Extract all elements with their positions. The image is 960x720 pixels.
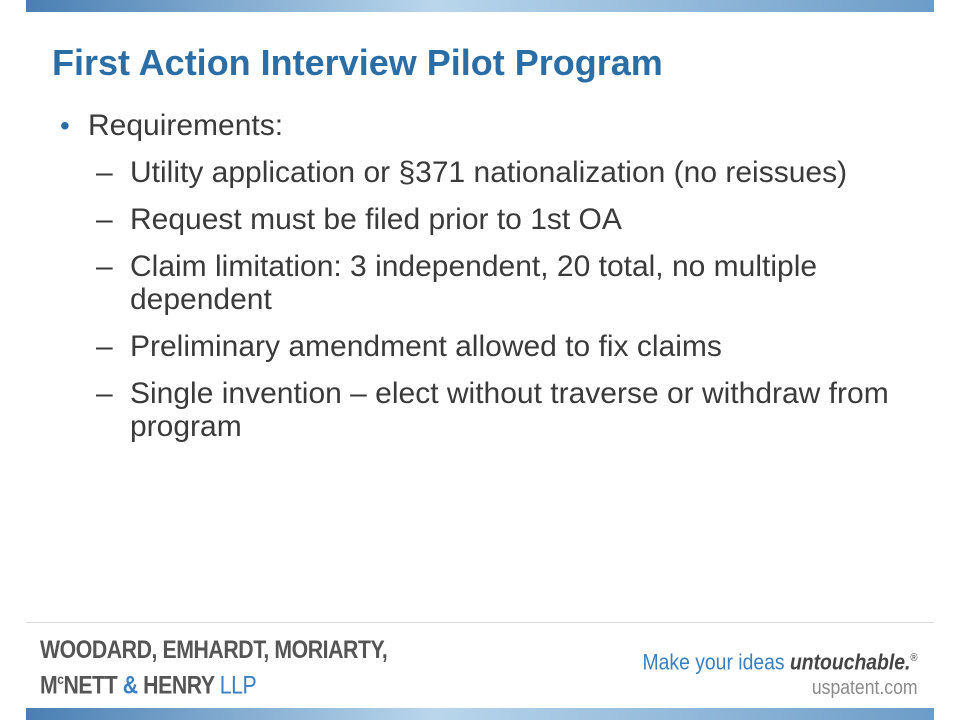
slide-content	[52, 106, 912, 457]
sub-item-text: Utility application or §371 nationalization (no reissues)	[130, 156, 848, 189]
dash-icon: –	[96, 250, 113, 283]
sub-item	[52, 377, 912, 443]
firm-logo	[40, 636, 387, 700]
slide-title: First Action Interview Pilot Program	[52, 42, 663, 83]
bottom-accent-bar	[26, 708, 934, 720]
dash-icon: –	[96, 330, 113, 363]
firm-name-c: c	[57, 671, 64, 687]
dash-icon: –	[96, 203, 113, 236]
bullet-text: Requirements:	[88, 109, 284, 142]
firm-name-line2	[40, 665, 387, 700]
tagline-text	[643, 645, 918, 675]
firm-name-line1: WOODARD, EMHARDT, MORIARTY,	[40, 636, 388, 664]
sub-item-text: Single invention – elect without traverse or withdraw from program	[130, 377, 889, 443]
tagline	[643, 645, 918, 701]
firm-name-m: M	[40, 671, 58, 700]
footer-divider	[26, 622, 934, 623]
sub-item-text: Claim limitation: 3 independent, 20 total, no multiple dependent	[130, 250, 818, 316]
tagline-prefix: Make your ideas	[642, 649, 786, 675]
sub-item	[52, 250, 912, 316]
website-url: uspatent.com	[812, 677, 918, 700]
sub-item	[52, 330, 912, 363]
sub-item	[52, 156, 912, 189]
firm-llp: LLP	[219, 671, 257, 700]
firm-name-henry: HENRY	[143, 671, 215, 700]
sub-item	[52, 203, 912, 236]
registered-mark: ®	[910, 652, 918, 664]
bullet-dot-icon: •	[60, 110, 70, 141]
dash-icon: –	[96, 156, 113, 189]
top-accent-bar	[26, 0, 934, 12]
sub-item-text: Preliminary amendment allowed to fix claims	[130, 330, 722, 363]
dash-icon: –	[96, 377, 113, 410]
firm-ampersand: &	[122, 671, 138, 700]
firm-name-nett: NETT	[63, 671, 118, 700]
bullet-item	[52, 106, 912, 146]
sub-item-text: Request must be filed prior to 1st OA	[130, 203, 622, 236]
tagline-emphasis: untouchable.	[790, 649, 911, 675]
